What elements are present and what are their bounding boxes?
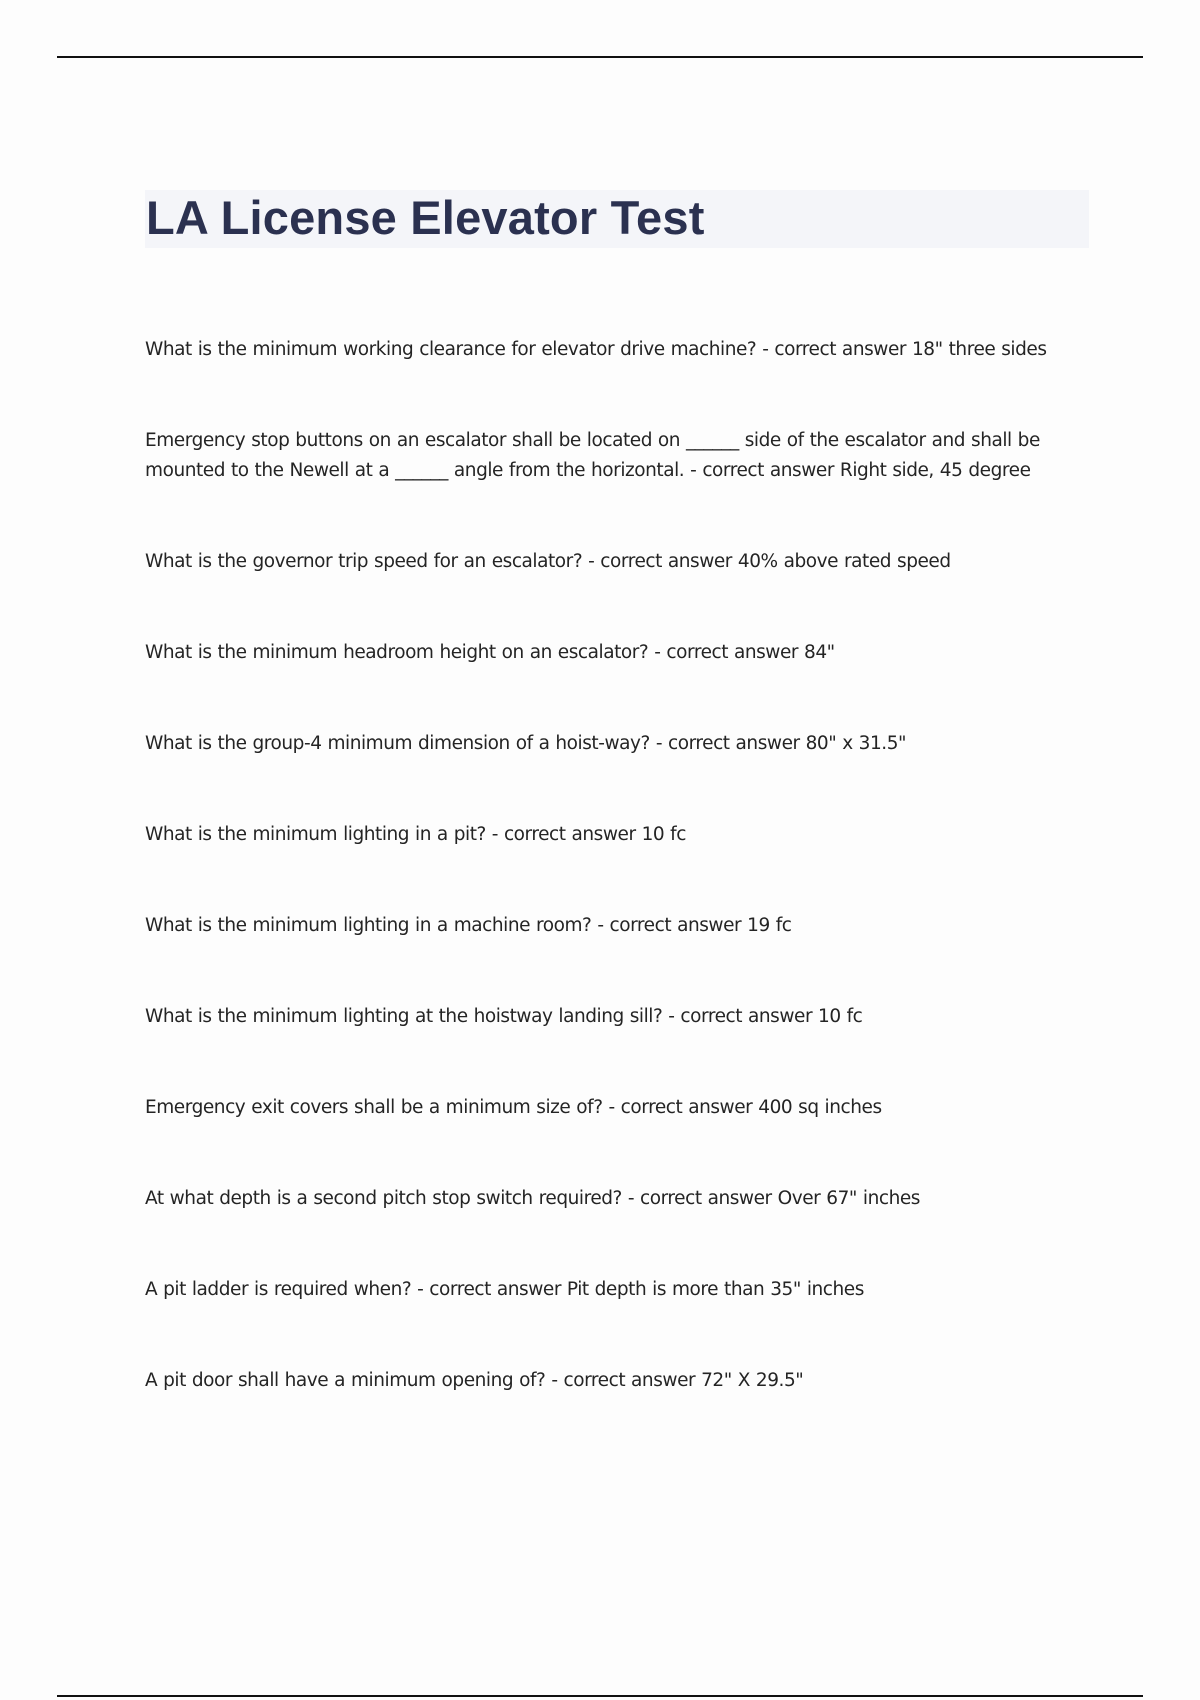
qa-item: Emergency stop buttons on an escalator shall be located on ______ side of the escalator and shall be mounted to the Newell at a ______ angle from the horizontal. - correct answer Right side, 45 degree [145,430,1040,481]
qa-item: A pit door shall have a minimum opening of? - correct answer 72" X 29.5" [145,1370,804,1391]
qa-item: What is the minimum working clearance for elevator drive machine? - correct answer 18" three sides [145,339,1047,360]
qa-item: What is the minimum lighting in a machine room? - correct answer 19 fc [145,915,792,936]
page-title: LA License Elevator Test [146,191,705,244]
qa-item: What is the governor trip speed for an escalator? - correct answer 40% above rated speed [145,551,951,572]
qa-item: At what depth is a second pitch stop switch required? - correct answer Over 67" inches [145,1188,920,1209]
qa-item: What is the minimum lighting in a pit? - correct answer 10 fc [145,824,686,845]
header-rule [57,56,1143,58]
footer-rule [57,1695,1143,1697]
qa-item: What is the minimum headroom height on an escalator? - correct answer 84" [145,642,835,663]
qa-item: A pit ladder is required when? - correct answer Pit depth is more than 35" inches [145,1279,864,1300]
question-answer-list [145,335,1085,1457]
qa-item: Emergency exit covers shall be a minimum size of? - correct answer 400 sq inches [145,1097,882,1118]
qa-item: What is the minimum lighting at the hoistway landing sill? - correct answer 10 fc [145,1006,863,1027]
qa-item: What is the group-4 minimum dimension of a hoist-way? - correct answer 80" x 31.5" [145,733,907,754]
